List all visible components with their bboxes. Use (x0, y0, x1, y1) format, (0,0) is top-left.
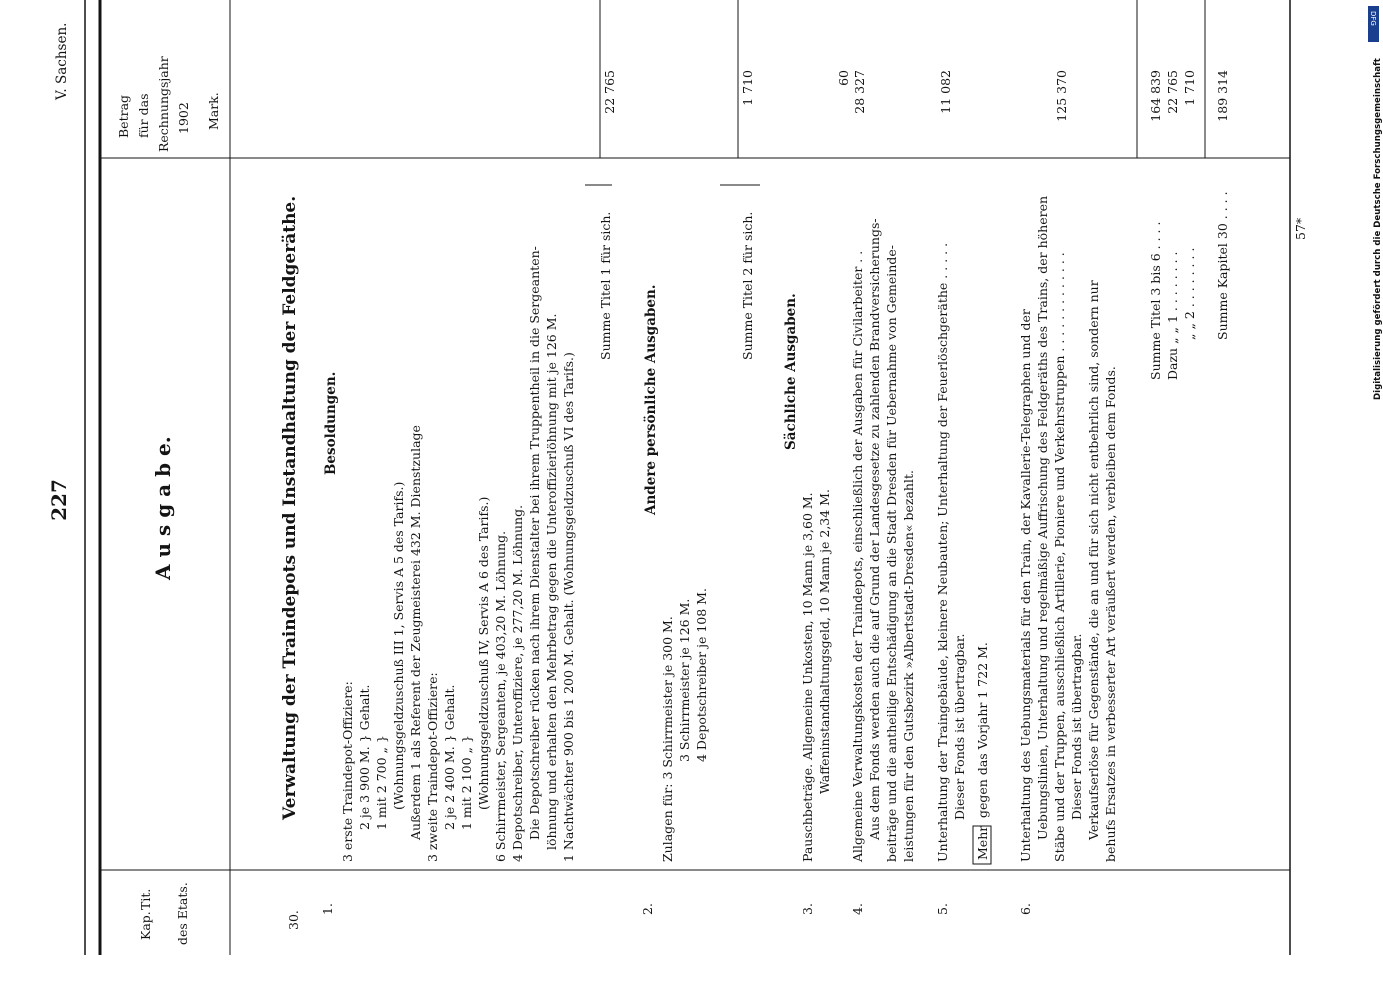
amount: 11 082 (938, 70, 953, 114)
entry-tit-6 (1018, 70, 1118, 915)
entry-line: behufs Ersatzes in verbesserter Art veräußert werden, verbleiben dem Fonds. (1103, 366, 1118, 862)
amount: 1 710 (740, 70, 755, 106)
entry-line: Pauschbeträge. Allgemeine Unkosten, 10 Mann je 3,60 M. (800, 492, 815, 862)
entry-tit-4 (850, 70, 916, 915)
entry-line: 2 je 2 400 M. } Gehalt. (442, 684, 457, 830)
sum-label: Summe Titel 2 für sich. (740, 211, 755, 360)
entry-line: Uebungslinien, Unterhaltung und regelmäßige Auffrischung des Feldgeräths des Trains, der höheren (1035, 195, 1050, 840)
amount: 125 370 (1054, 70, 1069, 122)
entry-line: 3 Schirrmeister je 126 M. (677, 598, 692, 762)
entry-line: 2 je 3 900 M. } Gehalt. (357, 684, 372, 830)
entry-line: Zulagen für: 3 Schirrmeister je 300 M. (660, 616, 675, 862)
sheet-mark: 57* (1293, 217, 1308, 240)
amount: 28 327 (852, 70, 867, 114)
amount-head-line-3: Rechnungsjahr (156, 56, 171, 152)
entry-line: Allgemeine Verwaltungskosten der Traindepots, einschließlich der Ausgaben für Civilarbeiter . . (850, 250, 865, 862)
entry-line: 4 Depotschreiber je 108 M. (694, 588, 709, 762)
tit-number: 3. (800, 903, 815, 915)
entry-line: Dieser Fonds ist übertragbar. (952, 633, 967, 820)
amount-head-line-2: für das (136, 93, 151, 138)
entry-tit-3 (783, 70, 851, 915)
sum-label: Summe Titel 1 für sich. (598, 211, 613, 360)
total-amount: 164 839 (1148, 70, 1163, 122)
total-label: „ „ 2 . . . . . . . . (1182, 247, 1197, 340)
entry-line: Dieser Fonds ist übertragbar. (1069, 633, 1084, 820)
entry-line: 6 Schirrmeister, Sergeanten, je 403,20 M. Löhnung. (493, 530, 508, 862)
entry-line: 4 Depotschreiber, Unteroffiziere, je 277,20 M. Löhnung. (510, 504, 525, 862)
entry-line: Verkaufserlöse für Gegenstände, die an und für sich nicht entbehrlich sind, sondern nur (1086, 280, 1101, 840)
entry-heading: Besoldungen. (323, 371, 339, 475)
entry-line: Außerdem 1 als Referent der Zeugmeisterei 432 M. Dienstzulage (408, 425, 423, 840)
tit-number: 6. (1018, 903, 1033, 915)
tit-number: 4. (850, 903, 865, 915)
digitization-note: Digitalisierung gefördert durch die Deutsche Forschungsgemeinschaft (1373, 58, 1383, 400)
entry-line: Waffeninstandhaltungsgeld, 10 Mann je 2,34 M. (817, 489, 832, 794)
dfg-logo-text: DFG (1369, 11, 1377, 26)
chapter-number: 30. (286, 910, 301, 930)
tit-number: 1. (320, 903, 335, 915)
page-number: 227 (47, 479, 71, 521)
entry-heading: Andere persönliche Ausgaben. (643, 284, 659, 515)
entry-line: (Wohnungsgeldzuschuß IV, Servis A 6 des Tarifs.) (476, 496, 491, 810)
tit-label: Tit. (138, 888, 153, 910)
entry-line: Stäbe und der Truppen, ausschließlich Artillerie, Pioniere und Verkehrstruppen . . . . . . . . . . . . . (1052, 252, 1067, 862)
dfg-logo (1368, 6, 1379, 42)
entry-line: Unterhaltung der Traingebäude, kleinere Neubauten; Unterhaltung der Feuerlöschgeräthe . . . . . (935, 242, 950, 862)
entry-line: Unterhaltung des Uebungsmaterials für den Train, der Kavallerie-Telegraphen und der (1018, 309, 1033, 862)
total-label: Dazu „ „ 1 . . . . . . . . (1165, 251, 1180, 380)
totals-block (1137, 0, 1230, 380)
entry-tit-5 (935, 70, 991, 915)
total-amount: 22 765 (1165, 70, 1180, 114)
entry-heading: Sächliche Ausgaben. (783, 293, 799, 450)
entry-line: beiträge und die antheilige Entschädigung an die Stadt Dresden für Uebernahme von Gemeinde- (884, 245, 899, 862)
rotated-page (47, 0, 1383, 955)
entry-line: 3 zweite Traindepot-Offiziere: (425, 672, 440, 862)
entry-line: Die Depotschreiber rücken nach ihrem Dienstalter bei ihrem Truppentheil in die Sergeanten- (527, 246, 542, 840)
entry-line: 1 Nachtwächter 900 bis 1 200 M. Gehalt. (Wohnungsgeldzuschuß VI des Tarifs.) (561, 352, 576, 862)
amount-head-line-1: Betrag (116, 94, 131, 138)
entry-line: 3 erste Traindepot-Offiziere: (340, 681, 355, 862)
amount-head-line-4: 1902 (176, 102, 191, 134)
entry-line: leistungen für den Gutsbezirk »Albertstadt-Dresden« bezahlt. (901, 470, 916, 862)
note-text: gegen das Vorjahr 1 722 M. (975, 642, 990, 818)
grand-total-label: Summe Kapitel 30 . . . . (1215, 191, 1230, 340)
amount: 60 (836, 70, 851, 86)
tit-number: 5. (935, 903, 950, 915)
amount: 22 765 (602, 70, 617, 114)
chapter-heading: Verwaltung der Traindepots und Instandhaltung der Feldgeräthe. (280, 195, 300, 820)
entry-line: 1 mit 2 100 „ } (459, 735, 474, 830)
total-label: Summe Titel 3 bis 6 . . . . (1148, 221, 1163, 380)
kap-label: Kap. (138, 911, 153, 940)
grand-total-amount: 189 314 (1215, 70, 1230, 122)
entry-tit-1 (320, 0, 617, 915)
unit-label: Mark. (206, 92, 221, 130)
note-label: Mehr (975, 825, 990, 860)
des-etats-label: des Etats. (175, 882, 190, 945)
entry-line: (Wohnungsgeldzuschuß III 1, Servis A 5 des Tarifs.) (391, 481, 406, 810)
tit-number: 2. (640, 903, 655, 915)
section-title: A u s g a b e. (151, 436, 175, 580)
entry-line: 1 mit 2 700 „ } (374, 735, 389, 830)
total-amount: 1 710 (1182, 70, 1197, 106)
entry-tit-2 (640, 0, 760, 915)
entry-line: löhnung und erhalten den Mehrbetrag gegen die Unteroffizierlöhnung mit je 126 M. (544, 313, 559, 850)
entry-line: Aus dem Fonds werden auch die auf Grund der Landesgesetze zu zahlenden Brandversicherungs- (867, 218, 882, 840)
state-label: V. Sachsen. (54, 22, 70, 100)
